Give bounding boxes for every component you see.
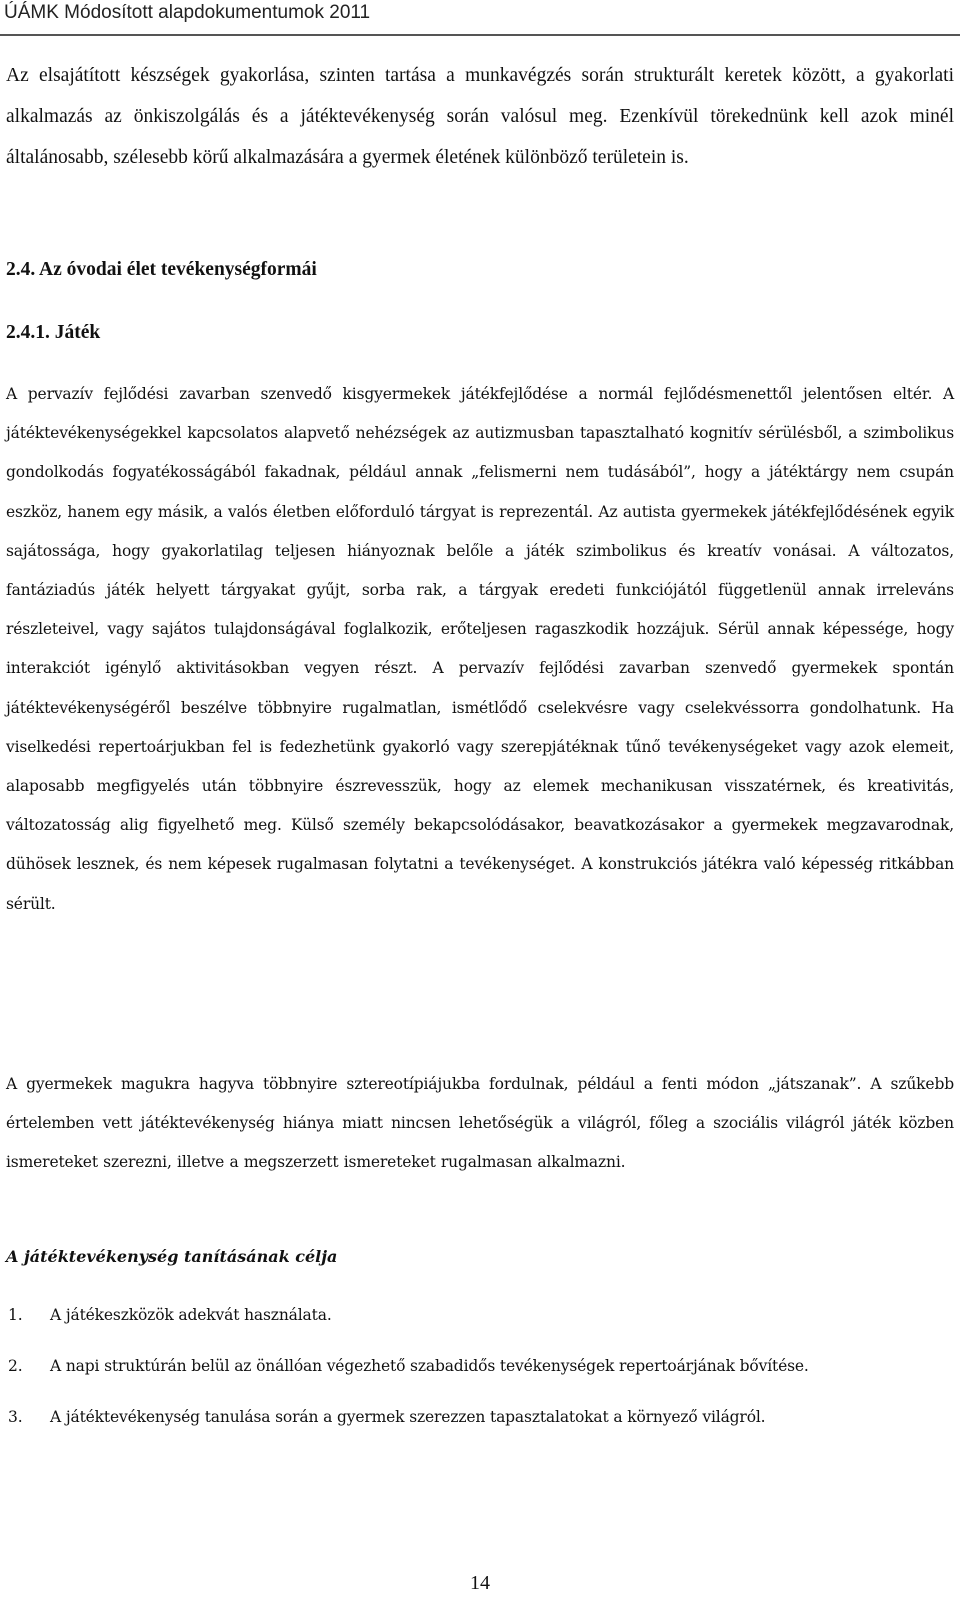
header-divider xyxy=(0,34,960,36)
list-item-number: 2. xyxy=(8,1357,23,1376)
list-item-number: 1. xyxy=(8,1306,23,1324)
body-paragraph: A gyermekek magukra hagyva többnyire sztereotípiájukba fordulnak, például a fenti módon „játszanak”. A szűkebb értelemben vett játéktevékenység hiánya miatt nincsen lehetőségük a világról, főleg a szociális világról játék közben ismereteket szerezni, illetve a megszerzett ismereteket rugalmasan alkalmazni. xyxy=(6,1075,954,1172)
list-item-text: A játéktevékenység tanulása során a gyermek szerezzen tapasztalatokat a környező világról. xyxy=(50,1408,766,1427)
goals-heading: A játéktevékenység tanításának célja xyxy=(6,1247,338,1266)
goals-list xyxy=(6,1296,954,1450)
list-item-text: A játékeszközök adekvát használata. xyxy=(50,1306,332,1324)
intro-paragraph: Az elsajátított készségek gyakorlása, szinten tartása a munkavégzés során strukturált keretek között, a gyakorlati alkalmazás az önkiszolgálás és a játéktevékenység során valósul meg. Ezenkívül törekednünk kell azok minél általánosabb, szélesebb körű alkalmazására a gyermek életének különböző területein is. xyxy=(6,65,954,168)
section-heading: 2.4. Az óvodai élet tevékenységformái xyxy=(6,259,317,280)
list-item xyxy=(6,1296,954,1335)
list-item xyxy=(6,1347,954,1386)
running-header: ÚÁMK Módosított alapdokumentumok 2011 xyxy=(4,2,371,23)
list-item-text: A napi struktúrán belül az önállóan végezhető szabadidős tevékenységek repertoárjának bővítése. xyxy=(50,1357,809,1376)
page-number: 14 xyxy=(470,1572,490,1594)
list-item-number: 3. xyxy=(8,1408,23,1427)
body-paragraph: A pervazív fejlődési zavarban szenvedő kisgyermekek játékfejlődése a normál fejlődésmenettől jelentősen eltér. A játéktevékenységekkel kapcsolatos alapvető nehézségek az autizmusban tapasztalható kognitív sérülésből, a szimbolikus gondolkodás fogyatékosságából fakadnak, például annak „felismerni nem tudásából”, hogy a játéktárgy nem csupán eszköz, hanem egy másik, a valós életben előforduló tárgyat is reprezentál. Az autista gyermekek játékfejlődésének egyik sajátossága, hogy gyakorlatilag teljesen hiányoznak belőle a játék szimbolikus és kreatív vonásai. A változatos, fantáziadús játék helyett tárgyakat gyűjt, sorba rak, a tárgyak eredeti funkciójától függetlenül annak irreleváns részleteivel, vagy sajátos tulajdonságával foglalkozik, erőteljesen ragaszkodik hozzájuk. Sérül annak képessége, hogy interakciót igénylő aktivitásokban vegyen részt. A pervazív fejlődési zavarban szenvedő gyermekek spontán játéktevékenységéről beszélve többnyire rugalmatlan, ismétlődő cselekvésre vagy cselekvéssorra gondolhatunk. Ha viselkedési repertoárjukban fel is fedezhetünk gyakorló vagy szerepjátéknak tűnő tevékenységeket vagy azok elemeit, alaposabb megfigyelés után többnyire észrevesszük, hogy az elemek mechanikusan visszatérnek, és kreativitás, változatosság alig figyelhető meg. Külső személy bekapcsolódásakor, beavatkozásakor a gyermekek megzavarodnak, dühösek lesznek, és nem képesek rugalmasan folytatni a tevékenységet. A konstrukciós játékra való képesség ritkábban sérült. xyxy=(6,385,954,913)
subsection-heading: 2.4.1. Játék xyxy=(6,322,101,343)
list-item xyxy=(6,1398,954,1437)
